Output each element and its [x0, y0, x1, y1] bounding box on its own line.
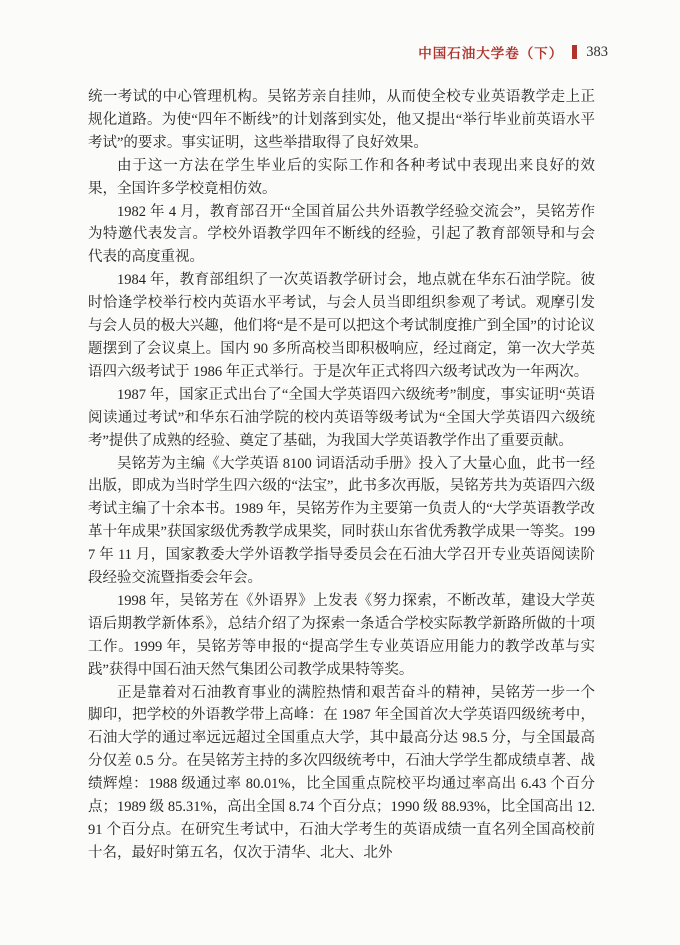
paragraph: 统一考试的中心管理机构。吴铭芳亲自挂帅，从而使全校专业英语教学走上正规化道路。为使“四年不断线”的计划落到实处，他又提出“举行毕业前英语水平考试”的要求。事实证明，这些举措取得了良好效果。 — [88, 89, 595, 151]
paragraph: 1982 年 4 月，教育部召开“全国首届公共外语教学经验交流会”，吴铭芳作为特邀代表发言。学校外语教学四年不断线的经验，引起了教育部领导和与会代表的高度重视。 — [88, 203, 595, 266]
paragraph: 1984 年，教育部组织了一次英语教学研讨会，地点就在华东石油学院。彼时恰逢学校举行校内英语水平考试，与会人员当即组织参观了考试。观摩引发与会人员的极大兴趣，他们将“是不是可以把这个考试制度推广到全国”的讨论议题摆到了会议桌上。国内 90 多所高校当即积极响应，经过商定，第一次大学英语四六级考试于 1986 年正式举行。于是次年正式将四六级考试改为一年两次。 — [88, 272, 595, 380]
running-header — [418, 42, 608, 62]
header-title: 中国石油大学卷（下） — [418, 46, 564, 61]
paragraph: 由于这一方法在学生毕业后的实际工作和各种考试中表现出来良好的效果，全国许多学校竟相仿效。 — [88, 157, 595, 197]
page-body — [88, 86, 595, 865]
paragraph: 1987 年，国家正式出台了“全国大学英语四六级统考”制度，事实证明“英语阅读通过考试”和华东石油学院的校内英语等级考试为“全国大学英语四六级统考”提供了成熟的经验、奠定了基础，为我国大学英语教学作出了重要贡献。 — [88, 386, 595, 449]
header-divider-bar-icon — [572, 45, 577, 59]
paragraph: 正是靠着对石油教育事业的满腔热情和艰苦奋斗的精神，吴铭芳一步一个脚印，把学校的外语教学带上高峰：在 1987 年全国首次大学英语四级统考中，石油大学的通过率远远超过全国重点大学，其中最高分达 98.5 分，与全国最高分仅差 0.5 分。在吴铭芳主持的多次四级统考中，石油大学学生都成绩卓著、战绩辉煌：1988 级通过率 80.01%，比全国重点院校平均通过率高出 6.43 个百分点；1989 级 85.31%，高出全国 8.74 个百分点；1990 级 88.93%，比全国高出 12.91 个百分点。在研究生考试中，石油大学考生的英语成绩一直名列全国高校前十名，最好时第五名，仅次于清华、北大、北外 — [88, 684, 595, 861]
paragraph: 1998 年，吴铭芳在《外语界》上发表《努力探索，不断改革，建设大学英语后期教学新体系》，总结介绍了为探索一条适合学校实际教学新路所做的十项工作。1999 年，吴铭芳等申报的“提高学生专业英语应用能力的教学改革与实践”获得中国石油天然气集团公司教学成果特等奖。 — [88, 592, 595, 678]
paragraph: 吴铭芳为主编《大学英语 8100 词语活动手册》投入了大量心血，此书一经出版，即成为当时学生四六级的“法宝”，此书多次再版，吴铭芳共为英语四六级考试主编了十余本书。1989 年，吴铭芳作为主要第一负责人的“大学英语教学改革十年成果”获国家级优秀教学成果奖，同时获山东省优秀教学成果一等奖。1997 年 11 月，国家教委大学外语教学指导委员会在石油大学召开专业英语阅读阶段经验交流暨指委会年会。 — [88, 455, 595, 587]
page-number: 383 — [586, 43, 608, 60]
